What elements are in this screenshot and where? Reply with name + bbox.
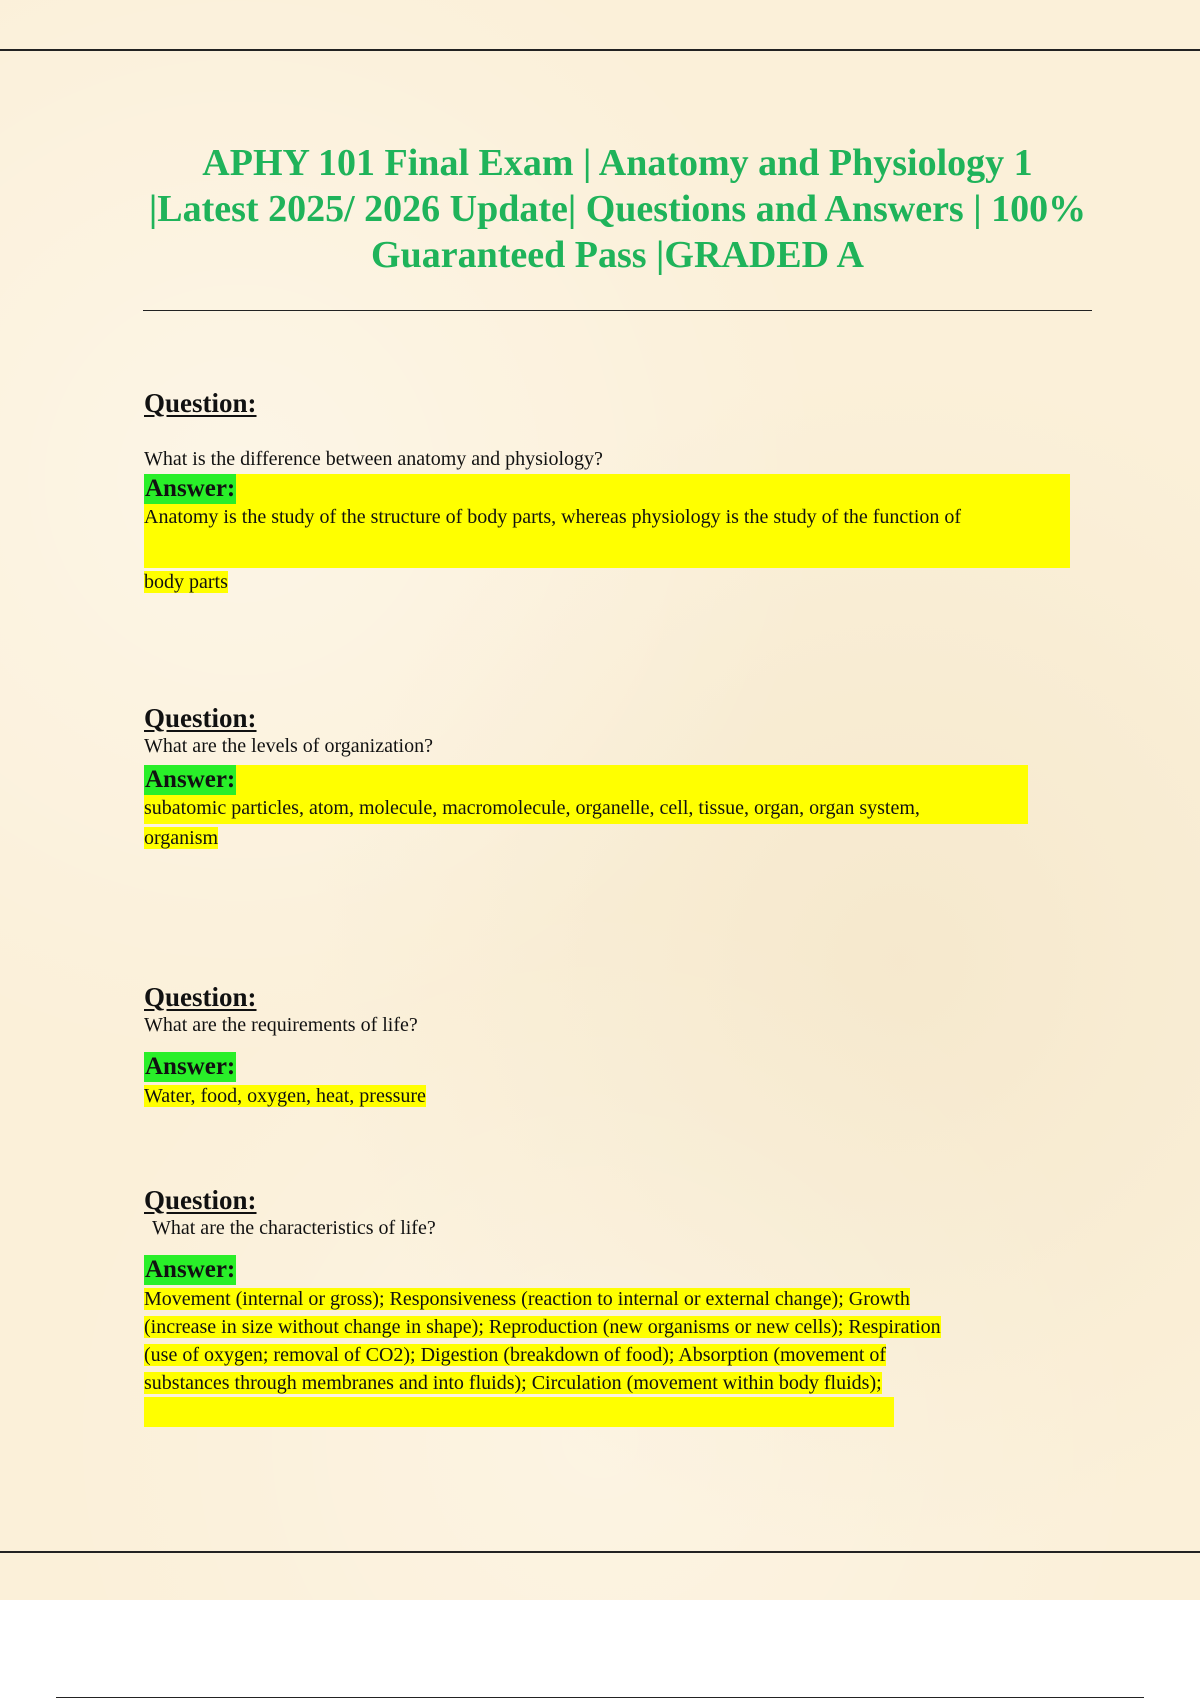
answer-text: Water, food, oxygen, heat, pressure	[144, 1085, 426, 1107]
answer-label: Answer:	[145, 1256, 236, 1283]
answer-text-continued: body parts	[144, 571, 228, 593]
question-text: What are the characteristics of life?	[152, 1217, 436, 1239]
answer-label: Answer:	[145, 1053, 236, 1080]
qa-block-3	[144, 982, 1074, 1110]
answer-text: Anatomy is the study of the structure of body parts, whereas physiology is the study of the function of	[144, 506, 962, 528]
question-label: Question:	[144, 982, 257, 1012]
question-text: What is the difference between anatomy and physiology?	[144, 448, 603, 470]
answer-label: Answer:	[145, 766, 236, 793]
top-divider	[0, 49, 1200, 51]
question-label: Question:	[144, 703, 257, 733]
answer-text-continued: organism	[144, 827, 219, 849]
answer-line: (use of oxygen; removal of CO2); Digestion (breakdown of food); Absorption (movement of	[144, 1344, 887, 1366]
answer-line: (increase in size without change in shape); Reproduction (new organisms or new cells); Respiration	[144, 1316, 941, 1338]
answer-text: subatomic particles, atom, molecule, macromolecule, organelle, cell, tissue, organ, organ system,	[144, 797, 920, 819]
document-title: APHY 101 Final Exam | Anatomy and Physiology 1 |Latest 2025/ 2026 Update| Questions and Answers | 100% Guaranteed Pass |GRADED A	[148, 142, 1087, 276]
question-label: Question:	[144, 1185, 257, 1215]
answer-highlight-empty-line	[144, 1397, 894, 1427]
answer-label: Answer:	[145, 475, 236, 502]
qa-block-2	[144, 703, 1074, 852]
qa-block-1	[144, 388, 1074, 596]
qa-block-4	[144, 1185, 1074, 1427]
answer-highlight	[144, 474, 1070, 568]
question-text: What are the requirements of life?	[144, 1014, 418, 1036]
bottom-divider	[0, 1551, 1200, 1553]
answer-line: Movement (internal or gross); Responsiveness (reaction to internal or external change); Growth	[144, 1288, 910, 1310]
answer-text	[144, 1285, 1074, 1427]
answer-line: substances through membranes and into fluids); Circulation (movement within body fluids);	[144, 1372, 882, 1394]
question-label: Question:	[144, 388, 257, 418]
title-divider	[143, 310, 1092, 311]
footer-divider	[56, 1697, 1144, 1698]
question-text: What are the levels of organization?	[144, 735, 433, 757]
answer-highlight	[144, 765, 1028, 824]
